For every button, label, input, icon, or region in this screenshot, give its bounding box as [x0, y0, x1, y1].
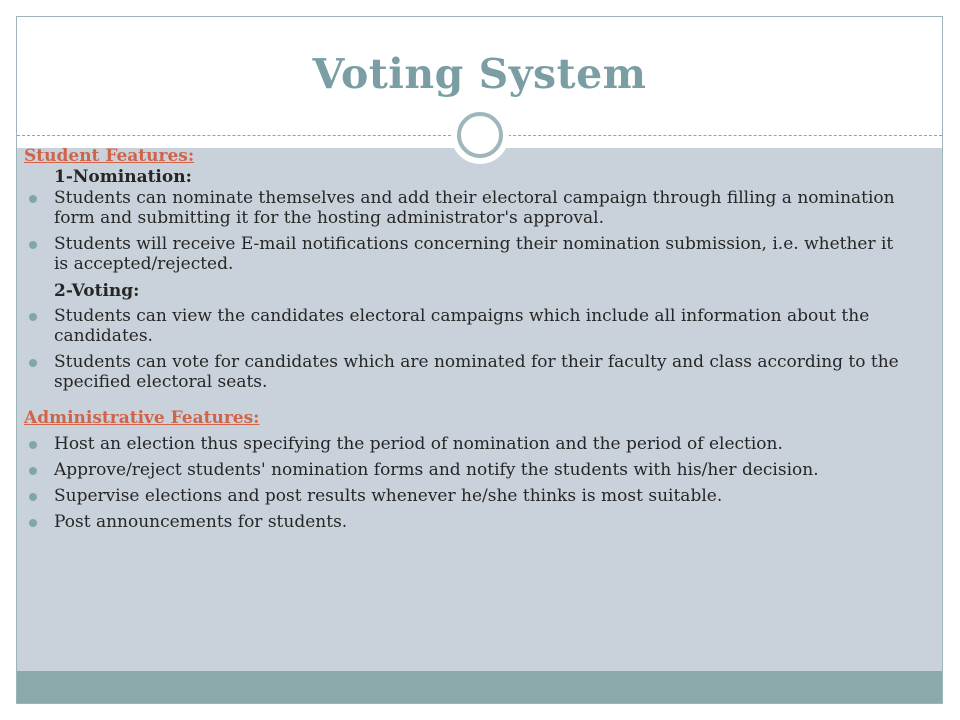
bullet-icon — [29, 241, 37, 249]
list-item-text: Students will receive E-mail notifications concerning their nomination submission, i.e. whether it is accepted/rejected. — [54, 234, 894, 274]
list-item-text: Students can view the candidates electoral campaigns which include all information about the candidates. — [54, 306, 870, 346]
bullet-icon — [29, 467, 37, 475]
bullet-icon — [29, 359, 37, 367]
slide-title: Voting System — [312, 50, 647, 98]
list-item-text: Post announcements for students. — [54, 512, 348, 532]
list-item — [24, 234, 904, 274]
nomination-list — [24, 188, 904, 274]
list-item-text: Students can nominate themselves and add their electoral campaign through filling a nomination form and submitting it for the hosting administrator's approval. — [54, 188, 895, 228]
bullet-icon — [29, 313, 37, 321]
list-item — [24, 306, 904, 346]
list-item-text: Host an election thus specifying the period of nomination and the period of election. — [54, 434, 783, 454]
bullet-icon — [29, 195, 37, 203]
list-item — [24, 188, 904, 228]
student-features-heading: Student Features: — [24, 146, 195, 166]
list-item-text: Students can vote for candidates which are nominated for their faculty and class according to the specified electoral seats. — [54, 352, 899, 392]
list-item — [24, 486, 904, 506]
footer-band — [17, 671, 942, 704]
administrative-features-heading: Administrative Features: — [24, 408, 260, 428]
list-item-text: Approve/reject students' nomination forms and notify the students with his/her decision. — [54, 460, 819, 480]
list-item — [24, 512, 904, 532]
list-item — [24, 352, 904, 392]
voting-list — [24, 306, 904, 392]
voting-heading: 2-Voting: — [54, 281, 140, 301]
bullet-icon — [29, 493, 37, 501]
admin-list — [24, 434, 904, 532]
bullet-icon — [29, 519, 37, 527]
bullet-icon — [29, 441, 37, 449]
slide-content — [24, 146, 904, 538]
list-item-text: Supervise elections and post results whenever he/she thinks is most suitable. — [54, 486, 723, 506]
list-item — [24, 434, 904, 454]
list-item — [24, 460, 904, 480]
nomination-heading: 1-Nomination: — [54, 167, 192, 187]
